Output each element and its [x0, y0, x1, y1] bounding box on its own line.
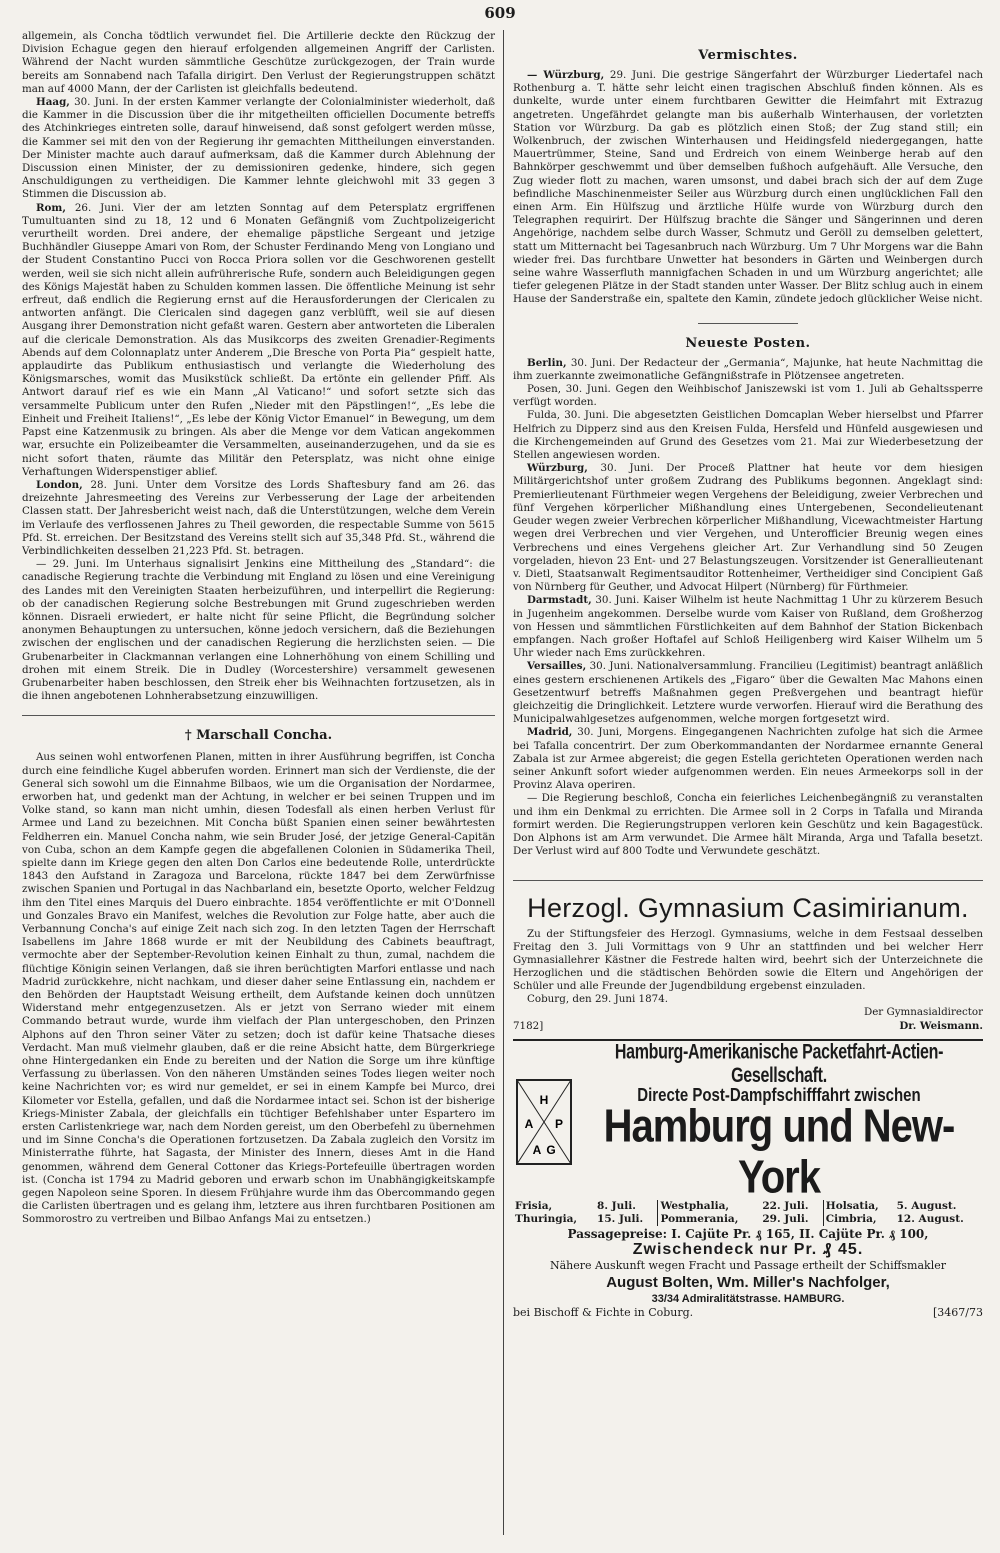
article-wuerzburg-prozess — [513, 462, 983, 594]
logo-letter-bottom-a: A — [532, 1142, 542, 1157]
local-agent: bei Bischoff & Fichte in Coburg. — [513, 1306, 694, 1320]
ship-name: Westphalia, — [658, 1200, 760, 1213]
sail-date: 12. August. — [896, 1213, 964, 1226]
ship-name: Pommerania, — [658, 1213, 760, 1226]
hapag-logo-icon — [513, 1076, 575, 1168]
dateline-rom: Rom, — [36, 201, 66, 214]
article-madrid — [513, 726, 983, 792]
sail-date: 15. Juli. — [597, 1213, 644, 1226]
ad-hapag-ref: [3467/73 — [933, 1306, 983, 1320]
right-column — [513, 30, 983, 1540]
sail-date: 8. Juli. — [597, 1200, 636, 1213]
address-line: 33/34 Admiralitätstrasse. HAMBURG. — [651, 1293, 845, 1306]
article-madrid-text: 30. Juni, Morgens. Eingegangenen Nachrichten zufolge hat sich die Armee bei Tafalla concentrirt. Der zum Oberkommandanten der Nordarmee ernannte General Zabala ist zur Armee abgereist; die gegen Estella gerichteten Operationen werden nach seiner Ankunft sofort wieder aufgenommen werden. Ein neues Armeekorps soll in der Provinz Alava operiren. — [513, 726, 983, 792]
article-haag — [22, 96, 495, 202]
article-berlin-text: 30. Juni. Der Redacteur der „Germania“, Majunke, hat heute Nachmittag die ihm zuerkannte zweimonatliche Gefängnißstrafe in Plötzensee angetreten. — [513, 356, 983, 382]
info-line: Nähere Auskunft wegen Fracht und Passage ertheilt der Schiffsmakler — [549, 1259, 947, 1273]
schedule-row — [513, 1213, 983, 1226]
ad-hapag-header — [513, 1041, 983, 1203]
ad-hapag-titles — [575, 1041, 983, 1203]
article-berlin — [513, 357, 983, 383]
dateline-darmstadt: Darmstadt, — [527, 594, 592, 607]
left-column — [22, 30, 495, 1540]
article-versailles-text: 30. Juni. Nationalversammlung. Francilieu (Legitimist) beantragt anläßlich eines gestern erschienenen Artikels des „Figaro“ über die Gewalten Mac Mahons einen Gesetzentwurf betreffs Maßnahmen gegen Preßvergehen und beantragt hiefür gleichzeitig die Dringlichkeit. Letztere wurde verworfen. Hierauf wird die Berathung des Municipalwahlgesetzes aufgenommen, welche morgen fortgesetzt wird. — [513, 660, 983, 726]
article-haag-text: 30. Juni. In der ersten Kammer verlangte der Colonialminister wiederholt, daß die Kammer in die Discussion über die ihr mitgetheilten officiellen Documente betreffs des Atchinkrieges eintreten solle, darauf hinweisend, daß sonst gefolgert werden müsse, die Kammer sei mit den von der Regierung ihr gemachten Mittheilungen einverstanden. Der Minister machte auch darauf aufmerksam, daß die Kammer durch Ablehnung der Discussion einen Minister, der zu demissioniren gedenke, hindere, sich gegen Anschuldigungen zu vertheidigen. Die Kammer lehnte gleichwohl mit 33 gegen 3 Stimmen die Discussion ab. — [22, 96, 495, 201]
article-madrid-2: — Die Regierung beschloß, Concha ein feierliches Leichenbegängniß zu veranstalten und ihm ein Denkmal zu errichten. Die Armee soll in 2 Corps in Tafalla und Miranda formirt werden. Die Regierungstruppen verloren kein Geschütz und kein Bagagestück. Don Alphons ist am Arm verwundet. Die Armee hält Miranda, Arga und Tafalla besetzt. Der Verlust wird auf 800 Todte und Verwundete geschätzt. — [513, 792, 983, 858]
article-wuerzburg-saengerfahrt — [513, 69, 983, 307]
ship-name: Frisia, — [515, 1200, 553, 1213]
steerage-line: Zwischendeck nur Pr. ₰ 45. — [632, 1241, 864, 1259]
article-wuerzburg-text: 29. Juni. Die gestrige Sängerfahrt der Würzburger Liedertafel nach Rothenburg a. T. hätte sehr leicht einen tragischen Abschluß finden können. Als es dunkelte, wurde unter einem furchtbaren Gewitter die Heimfahrt mit Extrazug angetreten. Ungefährdet gelangte man bis außerhalb Winterhausen, der vorletzten Station vor Würzburg. Da gab es plötzlich einen Stoß; der Zug stand still; ein Wolkenbruch, der zwischen Winterhausen und Heidingsfeld niedergegangen, hatte Mauertrümmer, Steine, Sand und Erdreich von einem Weinberge herab auf den Bahnkörper geschwemmt und über demselben fußhoch aufgehäuft. Alle Versuche, den Zug wieder flott zu machen, waren umsonst, und dabei brach sich der auf dem Zuge befindliche Maschinenmeister Seiler aus Würzburg durch einen unglücklichen Fall den einen Arm. Ein Hülfszug und ärztliche Hülfe wurde von Würzburg durch den Telegraphen requirirt. Der Hülfszug brachte die Sänger und Sängerinnen und deren Angehörige, nachdem selbe durch Wasser, Schmutz und Geröll zu demselben gelettert, statt um Mitternacht bei Tagesanbruch nach Würzburg. Um 7 Uhr Morgens war die Bahn wieder frei. Das furchtbare Unwetter hat besonders in Gärten und Weinbergen durch seine wahre Wasserfluth mannigfachen Schaden in und um Würzburg angerichtet; alle tiefer gelegenen Plätze in der Stadt standen unter Wasser. Der Blitz schlug auch in einem Hause der Sanderstraße ein, spaltete den Kamin, zündete jedoch glücklicher Weise nicht. — [513, 69, 983, 306]
article-marshal-concha: Aus seinen wohl entworfenen Planen, mitten in ihrer Ausführung begriffen, ist Concha durch eine feindliche Kugel abberufen worden. Erinnert man sich der Verdienste, die der General sich sowohl um die Einnahme Bilbaos, wie um die Organisation der Nordarmee, erworben hat, und gedenkt man der Achtung, in welcher er bei seinen Truppen und im Volke stand, so kann man nicht umhin, diesen Todesfall als einen herben Verlust für Armee und Land zu bezeichnen. Mit Concha büßt Spanien einen seiner bewährtesten Feldherren ein. Manuel Concha nahm, wie sein Bruder José, der jetzige General-Capitän von Cuba, schon an dem Kampfe gegen die abgefallenen Colonien in Südamerika Theil, spielte dann im Kriege gegen den alten Don Carlos eine bedeutende Rolle, unterdrückte 1843 den Aufstand in Zaragoza und Barcelona, rückte 1847 bei dem Zerwürfnisse zwischen Spanien und Portugal in das Nachbarland ein, besetzte Oporto, welcher Feldzug ihm den Titel eines Marquis del Duero einbrachte. 1854 veröffentlichte er mit O'Donnell und Gonzales Bravo ein Manifest, welches die Revolution zur Folge hatte, aber auch die Verbannung Concha's auf einige Zeit nach sich zog. In den letzten Tagen der Herrschaft Isabellens im Jahre 1868 wurde er mit der Neubildung des Cabinets beauftragt, vermochte aber der September-Revolution keinen Einhalt zu thun, zumal, nachdem die flüchtige Königin seinen Verlangen, daß sie ihren berüchtigten Marfori entlasse und nach Madrid zurückkehre, nicht nachkam, und dieser daher seine Entlassung ein, nachdem er den Behörden der Hauptstadt Weisung ertheilt, dem Aufstande keinen doch unnützen Widerstand mehr entgegenzusetzen. Als er jetzt von Serrano wieder mit einem Commando betraut wurde, wurde ihm vielfach der Plan untergeschoben, den Prinzen Alphons auf den Thron seiner Väter zu setzen; doch ist dafür keine Thatsache dieses Verdacht. Man muß vielmehr glauben, daß er die reine Absicht hatte, dem Bürgerkriege ohne Hintergedanken ein Ende zu bereiten und der Nation die Sorge um ihre künftige Verfassung zu überlassen. Von den näheren Umständen seines Todes liegen weiter noch keine Nachrichten vor; es wird nur gemeldet, er sei in einem Kampfe bei Murco, drei Kilometer vor Estella, gefallen, und daß die Nordarmee intact sei. Schon ist der bisherige Kriegs-Minister Zabala, der gleichfalls ein tüchtiger Befehlshaber unter Espartero im ersten Carlistenkriege war, nach dem Norden gereist, um den Oberbefehl zu übernehmen und im Sinne Concha's die Operationen fortzusetzen. Da Zabala zugleich den Vorsitz im Ministerrathe führte, hat Sagasta, der Minister des Innern, dieses Amt in die Hand genommen, während dem General Cottoner das Kriegs-Portefeuille übertragen worden ist. (Concha ist 1794 zu Madrid geboren und erwarb schon im Unabhängigkeitskampfe gegen Napoleon seine Sporen. In diesem Frühjahre wurde ihm das Obercommando gegen die Carlisten übertragen und es gelang ihm, letztere aus ihren furchtbaren Positionen am Sommorostro zu vertreiben und Bilbao Anfangs Mai zu entsetzen.) — [22, 751, 495, 1226]
article-posen: Posen, 30. Juni. Gegen den Weihbischof Janiszewski ist vom 1. Juli ab Gehaltssperre verfügt worden. — [513, 383, 983, 409]
article-london-29: — 29. Juni. Im Unterhaus signalisirt Jenkins eine Mittheilung des „Standard“: die canadische Regierung trachte die Verbindung mit England zu lösen und eine Vereinigung des Landes mit den Vereinigten Staaten herbeizuführen, und interpellirt die Regierung: ob der canadischen Regierung solche Bestrebungen mit Grund zugeschrieben werden können. Disraeli erwiedert, er halte nicht für seine Pflicht, die Begründung solcher anonymen Behauptungen zu untersuchen, könne jedoch versichern, daß die Beziehungen zwischen der englischen und der canadischen Regierung die herzlichsten seien. — Die Grubenarbeiter in Clackmannan verlangen eine Lohnerhöhung von einem Schilling und drohen mit einem Streik. Die in Dudley (Worcestershire) versammelt gewesenen Grubenarbeiter haben beschlossen, den Streik eher bis Weihnachten fortzusetzen, als in die ihnen angebotenen Lohnherabsetzung einzuwilligen. — [22, 558, 495, 703]
article-versailles — [513, 660, 983, 726]
article-carlist-retreat: allgemein, als Concha tödtlich verwundet fiel. Die Artillerie deckte den Rückzug der Division Echague gegen den hierauf erfolgenden allgemeinen Angriff der Carlisten. Während der Nacht wurden sämmtliche Geschütze zurückgezogen, der Train wurde bereits am Sonnabend nach Tafalla dirigirt. Den Verlust der Regierungstruppen schätzt man auf 4000 Mann, der der Carlisten ist gleichfalls bedeutend. — [22, 30, 495, 95]
section-title-marshal-concha: † Marschall Concha. — [184, 728, 333, 744]
ad-gymnasium — [513, 893, 983, 1033]
local-agent-line — [513, 1306, 983, 1320]
short-divider — [698, 323, 798, 324]
logo-letter-right: P — [554, 1116, 564, 1131]
ad-gymnasium-footer — [513, 1019, 983, 1033]
dateline-haag: Haag, — [36, 96, 70, 109]
ad-gymnasium-title: Herzogl. Gymnasium Casimirianum. — [527, 893, 969, 924]
divider-rule — [22, 715, 495, 716]
dateline-wuerzburg: — Würzburg, — [527, 69, 605, 81]
dateline-wuerzburg-2: Würzburg, — [527, 462, 588, 475]
ad-gymnasium-ref: 7182] — [513, 1020, 544, 1033]
ship-name: Thuringia, — [515, 1213, 578, 1226]
ad-hapag-service: Directe Post-Dampfschifffahrt zwischen — [637, 1085, 921, 1107]
ship-name: Cimbria, — [823, 1213, 894, 1226]
sail-date: 22. Juli. — [762, 1200, 809, 1213]
logo-letter-bottom-g: G — [546, 1142, 556, 1157]
section-title-vermischtes: Vermischtes. — [698, 48, 798, 63]
section-title-neueste-posten: Neueste Posten. — [685, 335, 811, 351]
ad-divider — [513, 880, 983, 881]
sail-date: 5. August. — [896, 1200, 957, 1213]
ship-name: Holsatia, — [823, 1200, 894, 1213]
article-wuerzburg-prozess-text: 30. Juni. Der Proceß Plattner hat heute vor dem hiesigen Militärgerichtshof unter großem Zudrang des Publikums begonnen. Angeklagt sind: Premierlieutenant Fürthmeier wegen Vergehens der Beleidigung, zweier Verbrechen und fünf Vergehen körperlicher Mißhandlung eines Untergebenen, Secondelieutenant Geuder wegen zweier Verbrechen körperlicher Mißhandlung, Vicewachtmeister Hartung wegen drei Verbrechen und vier Vergehen, und Unterofficier Breunig wegen eines Verbrechens und eines Vergehens gleicher Art. Zur Verhandlung sind 50 Zeugen vorgeladen, hievon 23 Ent- und 27 Belastungszeugen. Vorsitzender ist Generallieutenant v. Dietl, Staatsanwalt Regimentsauditor Rottenheimer, Vertheidiger sind Concipient Gaß von Nürnberg für Geuther, und Advocat Hilpert (Nürnberg) für Fürthmeier. — [513, 462, 983, 594]
article-rom — [22, 202, 495, 479]
article-rom-text: 26. Juni. Vier der am letzten Sonntag auf dem Petersplatz ergriffenen Tumultuanten sind zu 18, 12 und 6 Monaten Gefängniß vom Zuchtpolizeigericht verurtheilt worden. Drei andere, der ehemalige päpstliche Sergeant und jetzige Buchhändler Giuseppe Amari von Rom, der Schuster Ferdinando Meng von Longiano und der Student Constantino Pucci von Rocca Priora sollen vor die Geschworenen gestellt werden, weil sie sich nicht allein aufrührerische Rufe, sondern auch Beleidigungen gegen des Königs Majestät haben zu Schulden kommen lassen. Die öffentliche Meinung ist sehr erfreut, daß endlich die Regierung ernst auf die Herausforderungen der Clericalen zu antworten anfängt. Die Clericalen sind dagegen ganz verblüfft, weil sie auf diesen Ausgang ihrer Demonstration nicht gefaßt waren. Gestern aber antworteten die Liberalen auf die clericale Demonstration. Als das Musikcorps des zweiten Grenadier-Regiments Abends auf dem Colonnaplatz unter Anderem „Die Bresche von Porta Pia“ gespielt hatte, applaudirte das Publikum enthusiastisch und verlangte die Wiederholung des Königsmarsches, womit das Musikstück schließt. Da ertönte ein gellender Pfiff. Als Antwort darauf rief es wie ein Mann „Al Vaticano!“ und sofort setzte sich das versammelte Publicum unter den Rufen „Nieder mit den Päpstlingen!“, „Es lebe die Einheit und Freiheit Italiens!“, „Es lebe der König Victor Emanuel“ in Bewegung, um dem Papst eine Katzenmusik zu bringen. Als aber die Menge vor dem Vatican angekommen war, ersuchte ein Polizeibeamter die Versammelten, auseinanderzugehen, und da sie es nicht sofort thaten, räumte das Militär den Petersplatz, was nicht ohne einige Verhaftungen Widerspenstiger ablief. — [22, 201, 495, 478]
article-darmstadt — [513, 594, 983, 660]
dateline-berlin: Berlin, — [527, 356, 567, 369]
article-london-text: 28. Juni. Unter dem Vorsitze des Lords Shaftesbury fand am 26. das dreizehnte Jahresmeeting des Vereins zur Verbesserung der Lage der arbeitenden Classen statt. Der Jahresbericht weist nach, daß die Unterstützungen, welche dem Verein im Verlaufe des verflossenen Jahres zu Theil geworden, die respectable Summe von 5615 Pfd. St. erreichen. Der Besitzstand des Vereins stellt sich auf 35,348 Pfd. St., während die Verbindlichkeiten desselben 21,223 Pfd. St. betragen. — [22, 478, 495, 557]
sailing-schedule — [513, 1200, 983, 1226]
ad-gymnasium-signer-title: Der Gymnasialdirector — [863, 1006, 983, 1019]
ad-gymnasium-date: Coburg, den 29. Juni 1874. — [527, 993, 669, 1006]
ad-hapag-route: Hamburg und New-York — [603, 1101, 955, 1203]
dateline-madrid: Madrid, — [527, 726, 573, 739]
ad-gymnasium-text: Zu der Stiftungsfeier des Herzogl. Gymnasiums, welche in dem Festsaal desselben Freitag den 3. Juli Vormittags von 9 Uhr an stattfinden und bei welcher Herr Gymnasiallehrer Kästner die Festrede halten wird, beehrt sich der Unterzeichnete die Herzoglichen und die städtischen Behörden sowie die Eltern und Angehörigen der Schüler und alle Freunde der Jugendbildung ergebenst einzuladen. — [513, 928, 983, 993]
page-number: 609 — [484, 4, 516, 22]
logo-letter-top: H — [539, 1092, 549, 1107]
logo-letter-left: A — [524, 1116, 534, 1131]
dateline-london: London, — [36, 478, 83, 491]
dateline-versailles: Versailles, — [527, 660, 587, 673]
article-fulda: Fulda, 30. Juni. Die abgesetzten Geistlichen Domcaplan Weber hierselbst und Pfarrer Helfrich zu Dipperz sind aus den Kreisen Fulda, Hersfeld und Hünfeld ausgewiesen und die Kirchengemeinden auf Grund des Gesetzes vom 21. Mai zur Wiederbesetzung der Stellen angewiesen worden. — [513, 409, 983, 462]
sail-date: 29. Juli. — [762, 1213, 809, 1226]
fares-line: Passagepreise: I. Cajüte Pr. ₰ 165, II. Cajüte Pr. ₰ 100, — [567, 1227, 929, 1242]
column-divider — [503, 30, 504, 1535]
ad-hapag-company: Hamburg-Amerikanische Packetfahrt-Actien-Gesellschaft. — [614, 1041, 944, 1088]
article-london — [22, 479, 495, 558]
agent-line: August Bolten, Wm. Miller's Nachfolger, — [606, 1274, 890, 1292]
ad-hapag — [513, 1039, 983, 1320]
article-darmstadt-text: 30. Juni. Kaiser Wilhelm ist heute Nachmittag 1 Uhr zu kürzerem Besuch in Jugenheim angekommen. Derselbe wurde vom Kaiser von Rußland, dem Großherzog von Hessen und sämmtlichen Fürstlichkeiten auf dem Bahnhof der Station Bickenbach empfangen. Nach großer Hoftafel auf Schloß Heiligenberg wird Kaiser Wilhelm um 5 Uhr wieder nach Ems zurückkehren. — [513, 594, 983, 660]
ad-gymnasium-signer: Dr. Weismann. — [899, 1020, 983, 1033]
